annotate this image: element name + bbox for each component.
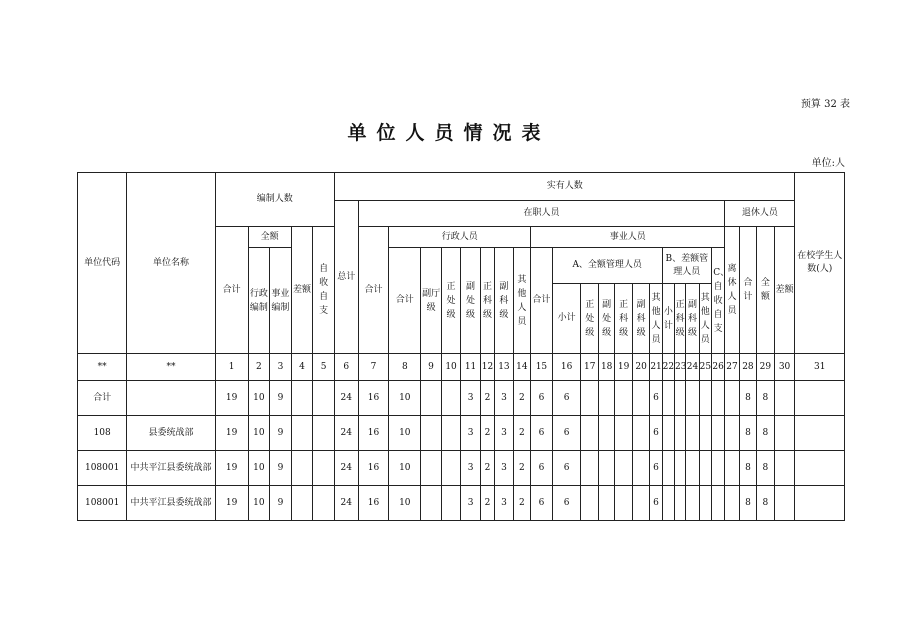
value-cell: 24 bbox=[334, 381, 358, 416]
value-cell bbox=[795, 416, 845, 451]
header-b-diff: B、差额管理人员 bbox=[662, 248, 711, 284]
value-cell bbox=[598, 451, 614, 486]
value-cell: 2 bbox=[513, 381, 530, 416]
value-cell: 2 bbox=[480, 416, 494, 451]
header-admin-staff: 行政人员 bbox=[389, 227, 531, 248]
value-cell bbox=[581, 486, 598, 521]
value-cell: 8 bbox=[739, 451, 756, 486]
value-cell: 16 bbox=[358, 486, 389, 521]
header-rt-full: 全额 bbox=[757, 227, 774, 354]
value-cell: 6 bbox=[650, 416, 662, 451]
header-fuchu: 副处级 bbox=[461, 248, 481, 354]
value-cell: 10 bbox=[389, 486, 421, 521]
value-cell bbox=[774, 381, 795, 416]
value-cell: 10 bbox=[389, 451, 421, 486]
header-shiyou: 实有人数 bbox=[334, 173, 795, 201]
value-cell: 6 bbox=[552, 416, 581, 451]
value-cell: 8 bbox=[757, 416, 774, 451]
value-cell bbox=[795, 486, 845, 521]
value-cell: 6 bbox=[531, 416, 553, 451]
value-cell: 2 bbox=[480, 451, 494, 486]
colnum-cell: 12 bbox=[480, 354, 494, 381]
value-cell bbox=[313, 416, 335, 451]
value-cell bbox=[795, 381, 845, 416]
value-cell: 24 bbox=[334, 451, 358, 486]
value-cell bbox=[711, 416, 724, 451]
page-title: 单位人员情况表 bbox=[347, 122, 551, 144]
value-cell bbox=[598, 486, 614, 521]
value-cell: 8 bbox=[757, 381, 774, 416]
value-cell bbox=[441, 451, 461, 486]
value-cell: 8 bbox=[757, 451, 774, 486]
value-cell bbox=[662, 416, 674, 451]
value-cell: 3 bbox=[461, 381, 481, 416]
value-cell: 2 bbox=[480, 381, 494, 416]
value-cell: 3 bbox=[461, 486, 481, 521]
unit-code-cell: 108001 bbox=[78, 451, 127, 486]
header-a-zhengke: 正科级 bbox=[615, 284, 632, 354]
value-cell: 6 bbox=[531, 451, 553, 486]
value-cell bbox=[674, 486, 685, 521]
colnum-cell: 20 bbox=[632, 354, 649, 381]
unit-code-cell: 合计 bbox=[78, 381, 127, 416]
header-futing: 副厅级 bbox=[421, 248, 442, 354]
header-a-zhengchu: 正处级 bbox=[581, 284, 598, 354]
unit-label: 单位:人 bbox=[811, 158, 845, 169]
value-cell bbox=[662, 486, 674, 521]
header-admin-bz: 行政编制 bbox=[248, 248, 270, 354]
value-cell bbox=[699, 416, 711, 451]
value-cell bbox=[686, 381, 699, 416]
colnum-cell: 14 bbox=[513, 354, 530, 381]
header-zhengchu: 正处级 bbox=[441, 248, 461, 354]
colnum-cell: 5 bbox=[313, 354, 335, 381]
header-bz-total: 合计 bbox=[215, 227, 248, 354]
value-cell: 8 bbox=[739, 416, 756, 451]
value-cell: 9 bbox=[270, 416, 292, 451]
value-cell bbox=[291, 486, 313, 521]
header-total: 总计 bbox=[334, 201, 358, 354]
colnum-cell: 2 bbox=[248, 354, 270, 381]
header-students: 在校学生人数(人) bbox=[795, 173, 845, 354]
colnum-cell: 21 bbox=[650, 354, 662, 381]
value-cell: 19 bbox=[215, 451, 248, 486]
value-cell bbox=[686, 416, 699, 451]
header-bz-full: 全额 bbox=[248, 227, 291, 248]
value-cell: 3 bbox=[495, 451, 513, 486]
header-unit-name: 单位名称 bbox=[127, 173, 215, 354]
header-a-full: A、全额管理人员 bbox=[552, 248, 662, 284]
value-cell bbox=[699, 381, 711, 416]
value-cell bbox=[615, 416, 632, 451]
colnum-cell: 3 bbox=[270, 354, 292, 381]
value-cell: 19 bbox=[215, 416, 248, 451]
value-cell bbox=[615, 486, 632, 521]
value-cell bbox=[774, 416, 795, 451]
table-row bbox=[78, 486, 845, 521]
value-cell: 10 bbox=[248, 381, 270, 416]
value-cell bbox=[313, 381, 335, 416]
value-cell: 2 bbox=[513, 451, 530, 486]
header-a-qita: 其他人员 bbox=[650, 284, 662, 354]
header-zhengke: 正科级 bbox=[480, 248, 494, 354]
colnum-cell: 24 bbox=[686, 354, 699, 381]
value-cell: 2 bbox=[513, 486, 530, 521]
value-cell: 6 bbox=[650, 451, 662, 486]
colnum-cell: 30 bbox=[774, 354, 795, 381]
colnum-cell: 16 bbox=[552, 354, 581, 381]
unit-name-cell: 中共平江县委统战部 bbox=[127, 451, 215, 486]
value-cell bbox=[774, 451, 795, 486]
value-cell bbox=[725, 416, 739, 451]
value-cell bbox=[421, 416, 442, 451]
header-bz-diff: 差额 bbox=[291, 227, 313, 354]
value-cell: 8 bbox=[739, 486, 756, 521]
value-cell bbox=[711, 451, 724, 486]
colnum-cell: 17 bbox=[581, 354, 598, 381]
value-cell: 3 bbox=[495, 381, 513, 416]
personnel-table bbox=[77, 172, 845, 521]
unit-code-cell: 108 bbox=[78, 416, 127, 451]
colnum-cell: 29 bbox=[757, 354, 774, 381]
value-cell: 3 bbox=[461, 451, 481, 486]
colnum-cell: 8 bbox=[389, 354, 421, 381]
header-unit-code: 单位代码 bbox=[78, 173, 127, 354]
header-admin-total: 合计 bbox=[389, 248, 421, 354]
colnum-cell: ** bbox=[127, 354, 215, 381]
value-cell bbox=[581, 381, 598, 416]
value-cell bbox=[632, 486, 649, 521]
header-rt-total: 合计 bbox=[739, 227, 756, 354]
value-cell: 3 bbox=[495, 416, 513, 451]
value-cell: 2 bbox=[480, 486, 494, 521]
colnum-cell: 1 bbox=[215, 354, 248, 381]
colnum-cell: 6 bbox=[334, 354, 358, 381]
value-cell: 6 bbox=[552, 486, 581, 521]
value-cell bbox=[795, 451, 845, 486]
header-c-self: C、自收自支 bbox=[711, 248, 724, 354]
unit-code-cell: 108001 bbox=[78, 486, 127, 521]
colnum-cell: 22 bbox=[662, 354, 674, 381]
value-cell bbox=[598, 416, 614, 451]
value-cell: 16 bbox=[358, 381, 389, 416]
header-inst-total: 合计 bbox=[531, 248, 553, 354]
colnum-cell: 28 bbox=[739, 354, 756, 381]
value-cell bbox=[662, 451, 674, 486]
value-cell: 10 bbox=[389, 381, 421, 416]
value-cell bbox=[711, 486, 724, 521]
value-cell: 9 bbox=[270, 486, 292, 521]
table-row bbox=[78, 416, 845, 451]
header-rt-diff: 差额 bbox=[774, 227, 795, 354]
header-a-fuke: 副科级 bbox=[632, 284, 649, 354]
header-retired: 退休人员 bbox=[725, 201, 795, 227]
colnum-cell: 26 bbox=[711, 354, 724, 381]
value-cell bbox=[615, 381, 632, 416]
value-cell bbox=[686, 486, 699, 521]
header-fuke: 副科级 bbox=[495, 248, 513, 354]
value-cell bbox=[291, 416, 313, 451]
value-cell: 6 bbox=[531, 486, 553, 521]
value-cell bbox=[725, 381, 739, 416]
unit-name-cell bbox=[127, 381, 215, 416]
value-cell bbox=[699, 486, 711, 521]
value-cell bbox=[632, 381, 649, 416]
value-cell: 3 bbox=[495, 486, 513, 521]
header-zaizhi: 在职人员 bbox=[358, 201, 725, 227]
value-cell bbox=[699, 451, 711, 486]
header-bianzhi: 编制人数 bbox=[215, 173, 334, 227]
value-cell: 6 bbox=[650, 381, 662, 416]
header-b-qita: 其他人员 bbox=[699, 284, 711, 354]
value-cell bbox=[725, 486, 739, 521]
colnum-cell: 15 bbox=[531, 354, 553, 381]
value-cell: 24 bbox=[334, 486, 358, 521]
value-cell bbox=[421, 381, 442, 416]
value-cell bbox=[686, 451, 699, 486]
value-cell: 10 bbox=[389, 416, 421, 451]
value-cell: 10 bbox=[248, 416, 270, 451]
value-cell: 6 bbox=[552, 451, 581, 486]
value-cell bbox=[441, 486, 461, 521]
colnum-cell: 31 bbox=[795, 354, 845, 381]
value-cell bbox=[598, 381, 614, 416]
header-bz-self: 自收自支 bbox=[313, 227, 335, 354]
value-cell bbox=[615, 451, 632, 486]
colnum-cell: 9 bbox=[421, 354, 442, 381]
colnum-cell: 10 bbox=[441, 354, 461, 381]
form-number: 预算 32 表 bbox=[800, 99, 850, 110]
table-row bbox=[78, 451, 845, 486]
value-cell: 6 bbox=[531, 381, 553, 416]
value-cell bbox=[421, 451, 442, 486]
value-cell bbox=[774, 486, 795, 521]
header-a-subtotal: 小计 bbox=[552, 284, 581, 354]
header-a-fuchu: 副处级 bbox=[598, 284, 614, 354]
value-cell bbox=[725, 451, 739, 486]
value-cell bbox=[711, 381, 724, 416]
value-cell bbox=[313, 451, 335, 486]
value-cell bbox=[291, 381, 313, 416]
value-cell: 19 bbox=[215, 381, 248, 416]
header-b-subtotal: 小计 bbox=[662, 284, 674, 354]
colnum-cell: 7 bbox=[358, 354, 389, 381]
header-b-fuke: 副科级 bbox=[686, 284, 699, 354]
colnum-cell: ** bbox=[78, 354, 127, 381]
value-cell bbox=[441, 416, 461, 451]
value-cell: 8 bbox=[757, 486, 774, 521]
value-cell: 2 bbox=[513, 416, 530, 451]
value-cell bbox=[313, 486, 335, 521]
column-number-row bbox=[78, 354, 845, 381]
colnum-cell: 19 bbox=[615, 354, 632, 381]
value-cell bbox=[441, 381, 461, 416]
colnum-cell: 23 bbox=[674, 354, 685, 381]
header-b-zhengke: 正科级 bbox=[674, 284, 685, 354]
value-cell bbox=[291, 451, 313, 486]
value-cell bbox=[674, 451, 685, 486]
header-lixiu: 离休人员 bbox=[725, 227, 739, 354]
value-cell bbox=[632, 416, 649, 451]
colnum-cell: 18 bbox=[598, 354, 614, 381]
colnum-cell: 25 bbox=[699, 354, 711, 381]
value-cell: 10 bbox=[248, 451, 270, 486]
value-cell: 16 bbox=[358, 416, 389, 451]
value-cell bbox=[581, 416, 598, 451]
value-cell bbox=[662, 381, 674, 416]
colnum-cell: 4 bbox=[291, 354, 313, 381]
header-inst-bz: 事业编制 bbox=[270, 248, 292, 354]
colnum-cell: 13 bbox=[495, 354, 513, 381]
header-inst-staff: 事业人员 bbox=[531, 227, 725, 248]
value-cell bbox=[581, 451, 598, 486]
value-cell bbox=[674, 416, 685, 451]
value-cell: 9 bbox=[270, 381, 292, 416]
value-cell: 6 bbox=[650, 486, 662, 521]
value-cell: 6 bbox=[552, 381, 581, 416]
value-cell: 9 bbox=[270, 451, 292, 486]
header-qita: 其他人员 bbox=[513, 248, 530, 354]
value-cell: 24 bbox=[334, 416, 358, 451]
value-cell: 10 bbox=[248, 486, 270, 521]
colnum-cell: 27 bbox=[725, 354, 739, 381]
value-cell bbox=[632, 451, 649, 486]
colnum-cell: 11 bbox=[461, 354, 481, 381]
header-zz-total: 合计 bbox=[358, 227, 389, 354]
unit-name-cell: 中共平江县委统战部 bbox=[127, 486, 215, 521]
value-cell bbox=[421, 486, 442, 521]
value-cell bbox=[674, 381, 685, 416]
value-cell: 19 bbox=[215, 486, 248, 521]
table-row bbox=[78, 381, 845, 416]
value-cell: 3 bbox=[461, 416, 481, 451]
value-cell: 16 bbox=[358, 451, 389, 486]
value-cell: 8 bbox=[739, 381, 756, 416]
unit-name-cell: 县委统战部 bbox=[127, 416, 215, 451]
